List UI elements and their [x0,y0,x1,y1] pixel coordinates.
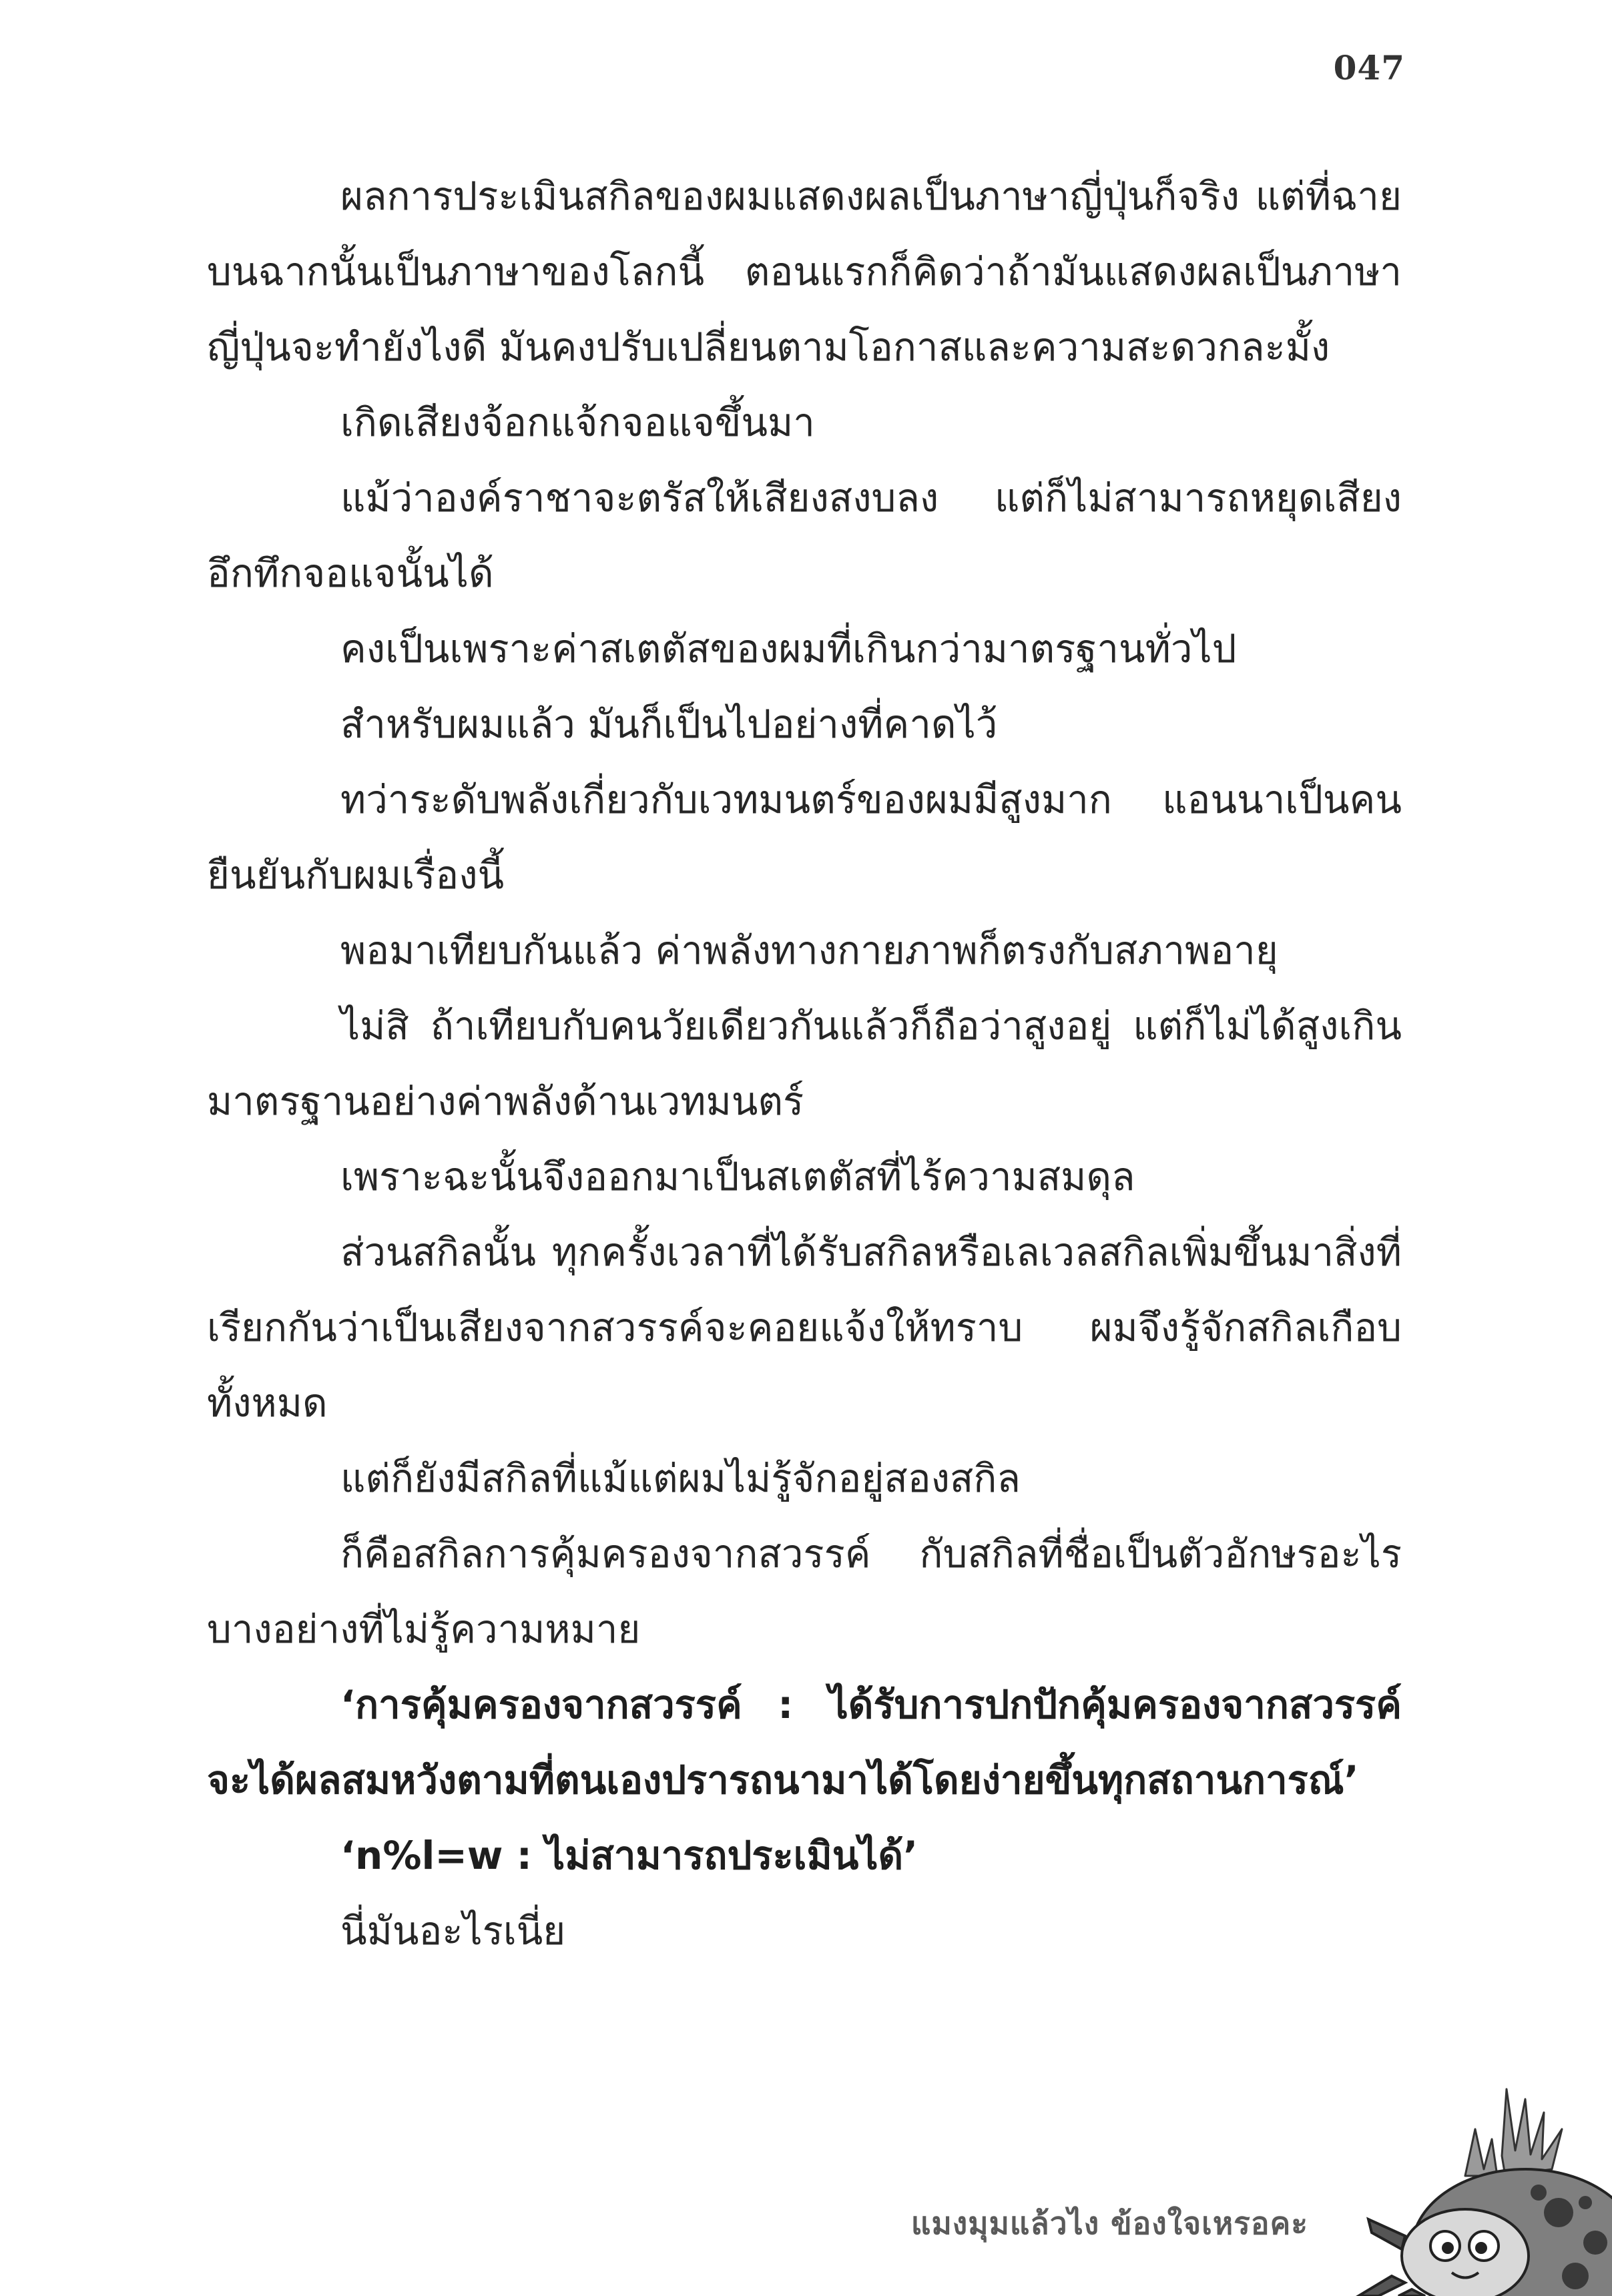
paragraph: เพราะฉะนั้นจึงออกมาเป็นสเตตัสที่ไร้ความสมดุล [340,1154,1135,1199]
paragraph: เกิดเสียงจ้อกแจ้กจอแจขึ้นมา [340,400,815,445]
spider-mascot-icon [1332,2076,1612,2296]
skill-description-quote: ‘การคุ้มครองจากสวรรค์ : ได้รับการปกปักคุ้มครองจากสวรรค์ จะได้ผลสมหวังตามที่ตนเองปรารถนามาได้โดยง่ายขึ้นทุกสถานการณ์’ [207,1682,1402,1803]
body-text [207,159,1402,1969]
page-number: 047 [1333,48,1405,87]
paragraph: นี่มันอะไรเนี่ย [340,1908,566,1954]
paragraph: สำหรับผมแล้ว มันก็เป็นไปอย่างที่คาดไว้ [340,701,998,747]
paragraph: แม้ว่าองค์ราชาจะตรัสให้เสียงสงบลง แต่ก็ไม่สามารถหยุดเสียงอึกทึกจอแจนั้นได้ [207,475,1402,596]
paragraph: แต่ก็ยังมีสกิลที่แม้แต่ผมไม่รู้จักอยู่สองสกิล [340,1456,1021,1501]
paragraph: คงเป็นเพราะค่าสเตตัสของผมที่เกินกว่ามาตรฐานทั่วไป [340,626,1237,671]
skill-description-quote: ‘n%l=w : ไม่สามารถประเมินได้’ [340,1833,918,1878]
paragraph: ผลการประเมินสกิลของผมแสดงผลเป็นภาษาญี่ปุ่นก็จริง แต่ที่ฉายบนฉากนั้นเป็นภาษาของโลกนี้ ตอนแรกก็คิดว่าถ้ามันแสดงผลเป็นภาษาญี่ปุ่นจะทำยังไงดี มันคงปรับเปลี่ยนตามโอกาสและความสะดวกละมั้ง [207,174,1402,370]
paragraph: พอมาเทียบกันแล้ว ค่าพลังทางกายภาพก็ตรงกับสภาพอายุ [340,928,1278,973]
paragraph: ทว่าระดับพลังเกี่ยวกับเวทมนตร์ของผมมีสูงมาก แอนนาเป็นคนยืนยันกับผมเรื่องนี้ [207,777,1402,898]
paragraph: ส่วนสกิลนั้น ทุกครั้งเวลาที่ได้รับสกิลหรือเลเวลสกิลเพิ่มขึ้นมาสิ่งที่เรียกกันว่าเป็นเสียงจากสวรรค์จะคอยแจ้งให้ทราบ ผมจึงรู้จักสกิลเกือบทั้งหมด [207,1229,1402,1426]
paragraph: ไม่สิ ถ้าเทียบกับคนวัยเดียวกันแล้วก็ถือว่าสูงอยู่ แต่ก็ไม่ได้สูงเกินมาตรฐานอย่างค่าพลังด้านเวทมนตร์ [207,1003,1402,1124]
running-footer-title: แมงมุมแล้วไง ข้องใจเหรอคะ [910,2205,1308,2241]
paragraph: ก็คือสกิลการคุ้มครองจากสวรรค์ กับสกิลที่ชื่อเป็นตัวอักษรอะไรบางอย่างที่ไม่รู้ความหมาย [207,1531,1402,1652]
